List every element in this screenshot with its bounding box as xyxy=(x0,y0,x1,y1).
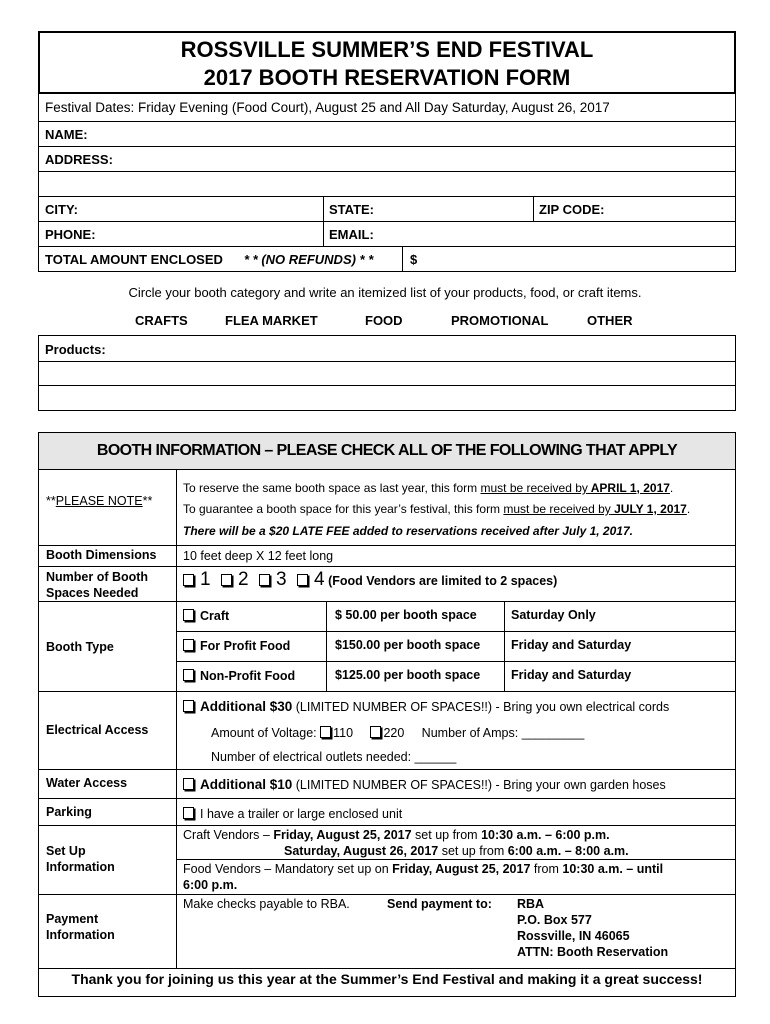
row-divider xyxy=(39,691,735,692)
booth-days: Saturday Only xyxy=(511,608,596,622)
row-divider xyxy=(39,545,735,546)
booth-info-header: BOOTH INFORMATION – PLEASE CHECK ALL OF THE FOLLOWING THAT APPLY xyxy=(39,433,735,470)
setup-date: Friday, August 25, 2017 xyxy=(392,862,531,876)
row-divider xyxy=(39,825,735,826)
space-option-label: 2 xyxy=(238,569,249,590)
products-field[interactable] xyxy=(39,336,735,362)
electrical-access-label: Electrical Access xyxy=(46,723,149,737)
address-field-line-2[interactable] xyxy=(39,172,735,197)
setup-label-line-2: Information xyxy=(46,860,115,874)
refund-note: * * (NO REFUNDS) * * xyxy=(244,252,374,267)
row-divider xyxy=(39,566,735,567)
late-fee-note: There will be a $20 LATE FEE added to reservations received after July 1, 2017. xyxy=(183,524,633,538)
note-underline: must be received by xyxy=(503,502,611,516)
city-label: CITY: xyxy=(45,202,78,217)
outlets-field[interactable]: Number of electrical outlets needed: ______ xyxy=(211,750,457,764)
title-line-1: ROSSVILLE SUMMER’S END FESTIVAL xyxy=(180,37,594,62)
setup-time: 10:30 a.m. – 6:00 p.m. xyxy=(481,828,610,842)
voltage-value: 110 xyxy=(333,726,354,740)
name-field[interactable] xyxy=(39,122,735,147)
booth-type-name: Non-Profit Food xyxy=(200,669,296,683)
booth-days: Friday and Saturday xyxy=(511,668,632,682)
parking-option[interactable] xyxy=(183,806,402,822)
products-label: Products: xyxy=(45,342,106,357)
row-divider xyxy=(177,859,735,860)
category-food[interactable]: FOOD xyxy=(365,313,403,328)
address-line: P.O. Box 577 xyxy=(517,913,592,927)
row-divider xyxy=(39,601,735,602)
name-label: NAME: xyxy=(45,127,88,142)
setup-text: set up from xyxy=(411,828,482,842)
voltage-110-option[interactable] xyxy=(320,726,353,740)
setup-text: set up from xyxy=(438,844,508,858)
note-text: To guarantee a booth space for this year’s festival, this form xyxy=(183,502,504,516)
thank-you-message: Thank you for joining us this year at the Summer’s End Festival and making it a great success! xyxy=(71,971,703,987)
row-divider xyxy=(39,798,735,799)
setup-text: Food Vendors – Mandatory set up on xyxy=(183,862,393,876)
row-divider xyxy=(177,631,735,632)
address-field[interactable] xyxy=(39,147,735,172)
checkbox-icon xyxy=(183,669,194,681)
address-line: Rossville, IN 46065 xyxy=(517,929,630,943)
divider xyxy=(533,197,534,221)
dollar-sign: $ xyxy=(410,252,418,267)
setup-info-label xyxy=(46,843,115,875)
products-line-2[interactable] xyxy=(39,362,735,386)
water-note: (LIMITED NUMBER OF SPACES!!) - Bring your own garden hoses xyxy=(292,778,666,792)
category-promotional[interactable]: PROMOTIONAL xyxy=(451,313,549,328)
setup-time: 6:00 a.m. – 8:00 a.m. xyxy=(507,844,629,858)
water-access-label: Water Access xyxy=(46,776,128,790)
column-divider xyxy=(326,601,327,691)
checkbox-icon xyxy=(183,574,194,586)
space-option-label: 3 xyxy=(276,569,287,590)
spaces-label-line-1: Number of Booth xyxy=(46,570,149,584)
setup-text: from xyxy=(530,862,563,876)
checkbox-icon xyxy=(370,726,381,738)
payment-checks: Make checks payable to RBA. xyxy=(183,897,350,911)
address-line: ATTN: Booth Reservation xyxy=(517,945,669,959)
contact-info-form xyxy=(38,94,736,272)
space-option-1[interactable] xyxy=(183,569,211,590)
booth-price: $150.00 per booth space xyxy=(335,638,481,652)
parking-label: Parking xyxy=(46,805,92,819)
note-line-1: To reserve the same booth space as last year, this form must be received by APRIL 1, 2017. xyxy=(183,481,674,495)
voltage-row xyxy=(211,725,584,741)
phone-email-row xyxy=(39,222,735,247)
spaces-options xyxy=(183,569,558,590)
note-line-2: To guarantee a booth space for this year’s festival, this form must be received by JULY 1, 2017. xyxy=(183,502,691,516)
festival-dates-row xyxy=(39,94,735,122)
setup-craft-line-1 xyxy=(183,827,610,843)
checkbox-icon xyxy=(183,807,194,819)
booth-price: $125.00 per booth space xyxy=(335,668,481,682)
voltage-value: 220 xyxy=(383,726,405,740)
booth-type-label: Booth Type xyxy=(46,640,114,654)
setup-text: Craft Vendors – xyxy=(183,828,274,842)
checkbox-icon xyxy=(297,574,308,586)
checkbox-icon xyxy=(221,574,232,586)
category-crafts[interactable]: CRAFTS xyxy=(135,313,188,328)
setup-date: Friday, August 25, 2017 xyxy=(273,828,412,842)
water-option[interactable] xyxy=(183,777,666,793)
payment-send-label: Send payment to: xyxy=(387,897,492,911)
phone-label: PHONE: xyxy=(45,227,96,242)
electrical-note: (LIMITED NUMBER OF SPACES!!) - Bring you own electrical cords xyxy=(292,700,670,714)
products-line-3[interactable] xyxy=(39,386,735,412)
address-line: RBA xyxy=(517,897,545,911)
note-deadline-april: APRIL 1, 2017 xyxy=(587,481,670,495)
booth-type-name: Craft xyxy=(200,609,230,623)
booth-information-section xyxy=(38,432,736,997)
note-underline: must be received by xyxy=(480,481,588,495)
payment-address xyxy=(517,896,668,960)
divider xyxy=(323,197,324,221)
column-divider xyxy=(504,601,505,691)
form-title xyxy=(38,31,736,94)
water-price: Additional $10 xyxy=(200,777,293,792)
spaces-needed-label xyxy=(46,569,148,601)
booth-days: Friday and Saturday xyxy=(511,638,632,652)
amps-field[interactable]: Number of Amps: _________ xyxy=(421,726,585,740)
category-flea-market[interactable]: FLEA MARKET xyxy=(225,313,318,328)
setup-date: Saturday, August 26, 2017 xyxy=(284,844,439,858)
booth-type-for-profit-food[interactable] xyxy=(183,639,290,653)
category-instruction: Circle your booth category and write an itemized list of your products, food, or craft items. xyxy=(128,285,642,300)
checkbox-icon xyxy=(259,574,270,586)
products-box xyxy=(38,335,736,411)
electrical-option[interactable] xyxy=(183,699,669,715)
total-amount-row xyxy=(39,247,735,272)
space-option-2[interactable] xyxy=(221,569,249,590)
note-text: To reserve the same booth space as last year, this form xyxy=(183,481,481,495)
checkbox-icon xyxy=(183,700,194,712)
space-option-label: 4 xyxy=(314,569,325,590)
parking-text: I have a trailer or large enclosed unit xyxy=(200,807,403,821)
checkbox-icon xyxy=(320,726,331,738)
booth-type-non-profit-food[interactable] xyxy=(183,669,295,683)
space-option-label: 1 xyxy=(200,569,211,590)
note-deadline-july: JULY 1, 2017 xyxy=(610,502,687,516)
checkbox-icon xyxy=(183,778,194,790)
setup-label-line-1: Set Up xyxy=(46,844,86,858)
address-label: ADDRESS: xyxy=(45,152,113,167)
voltage-label: Amount of Voltage: xyxy=(211,726,317,740)
electrical-price: Additional $30 xyxy=(200,699,293,714)
please-note-label: **PLEASE NOTE** xyxy=(46,494,153,508)
payment-label-line-1: Payment xyxy=(46,912,99,926)
category-other[interactable]: OTHER xyxy=(587,313,633,328)
booth-dimensions-value: 10 feet deep X 12 feet long xyxy=(183,549,334,563)
row-divider xyxy=(39,968,735,969)
space-option-3[interactable] xyxy=(259,569,287,590)
setup-craft-line-2 xyxy=(284,843,629,859)
title-line-2: 2017 BOOTH RESERVATION FORM xyxy=(203,65,571,90)
booth-type-craft[interactable] xyxy=(183,609,229,623)
booth-type-name: For Profit Food xyxy=(200,639,291,653)
setup-food-line-2: 6:00 p.m. xyxy=(183,878,238,892)
state-label: STATE: xyxy=(329,202,375,217)
booth-price: $ 50.00 per booth space xyxy=(335,608,477,622)
row-divider xyxy=(39,894,735,895)
festival-dates: Festival Dates: Friday Evening (Food Court), August 25 and All Day Saturday, August 26, 2017 xyxy=(45,100,610,115)
checkbox-icon xyxy=(183,639,194,651)
setup-time: 10:30 a.m. – until xyxy=(562,862,664,876)
space-option-4[interactable] xyxy=(297,569,325,590)
spaces-note: (Food Vendors are limited to 2 spaces) xyxy=(328,574,558,588)
booth-dimensions-label: Booth Dimensions xyxy=(46,548,157,562)
divider xyxy=(323,222,324,246)
setup-food-line-1 xyxy=(183,861,663,877)
zip-label: ZIP CODE: xyxy=(539,202,605,217)
email-label: EMAIL: xyxy=(329,227,374,242)
voltage-220-option[interactable] xyxy=(370,726,404,740)
checkbox-icon xyxy=(183,609,194,621)
payment-label-line-2: Information xyxy=(46,928,115,942)
row-divider xyxy=(177,661,735,662)
divider xyxy=(402,247,403,272)
row-divider xyxy=(39,769,735,770)
total-amount-label: TOTAL AMOUNT ENCLOSED xyxy=(45,252,223,267)
city-state-zip-row xyxy=(39,197,735,222)
spaces-label-line-2: Spaces Needed xyxy=(46,586,139,600)
payment-info-label xyxy=(46,911,115,943)
